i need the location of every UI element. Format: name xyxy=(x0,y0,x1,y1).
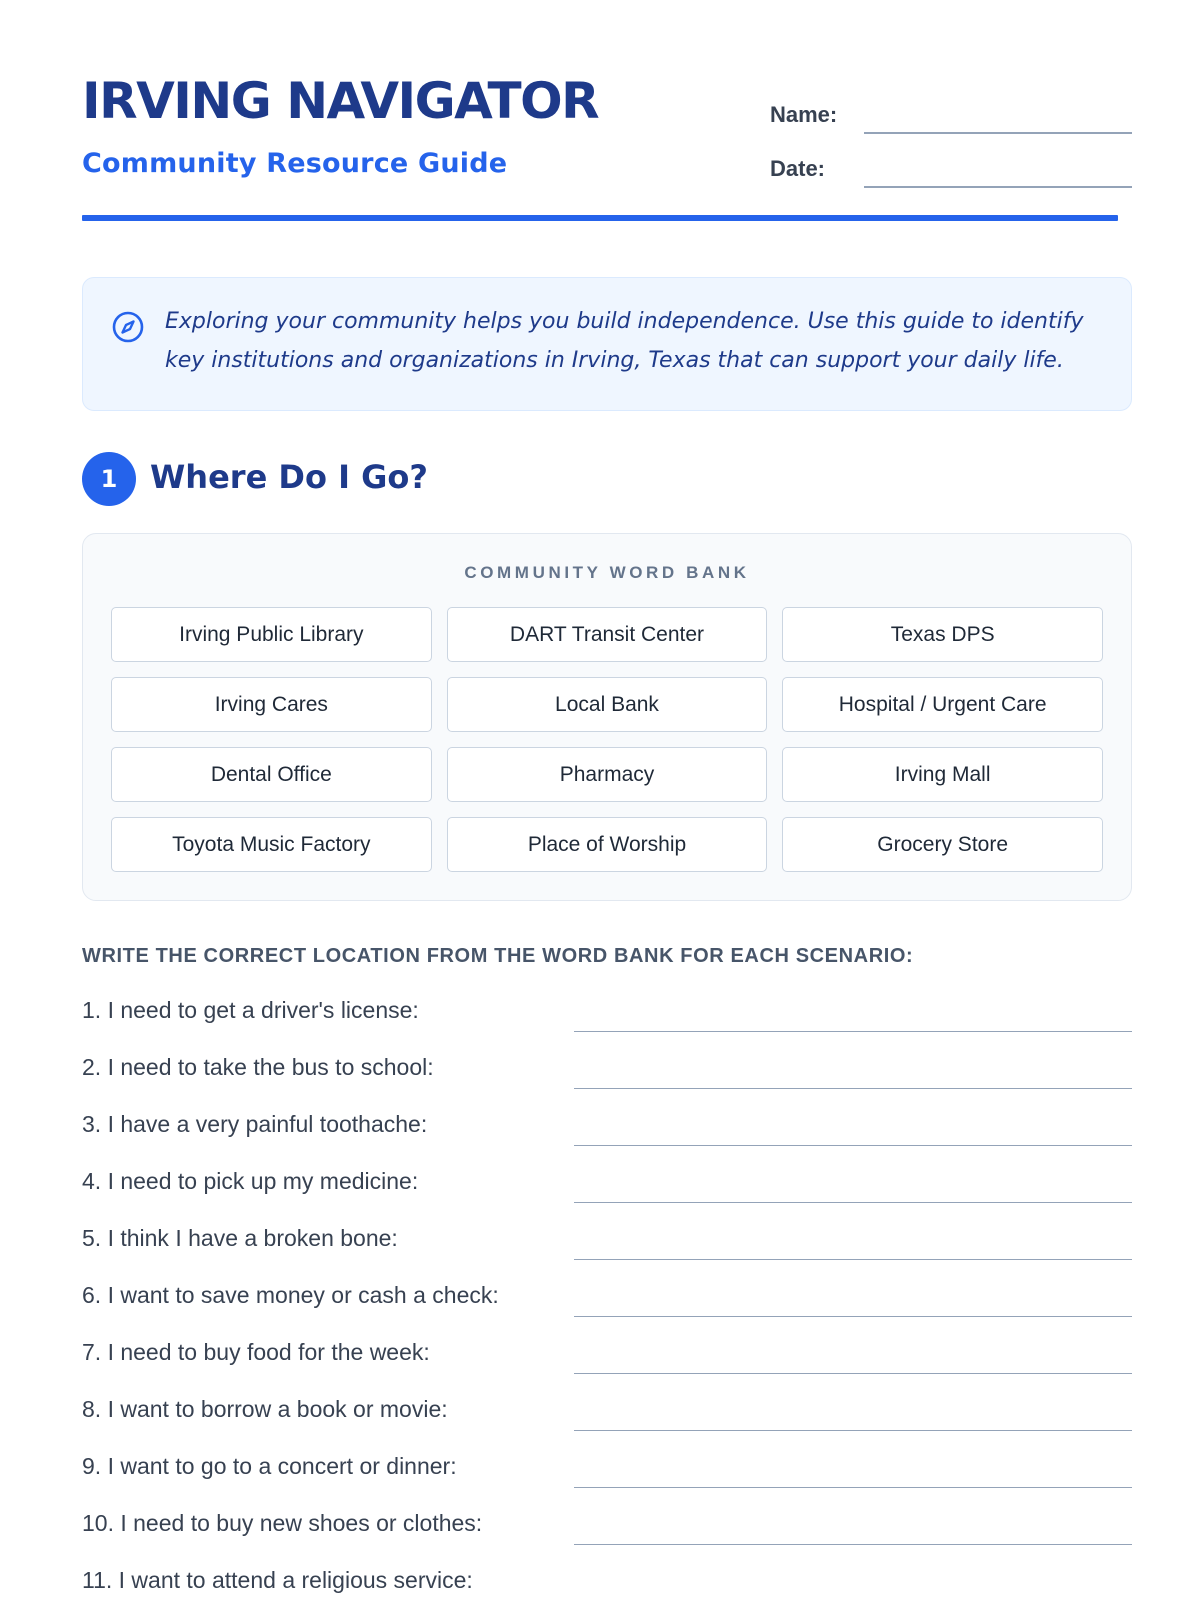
word-bank-title: COMMUNITY WORD BANK xyxy=(464,563,750,582)
scenario-row xyxy=(82,1270,1132,1327)
scenario-text: 8. I want to borrow a book or movie: xyxy=(82,1396,448,1422)
page-subtitle: Community Resource Guide xyxy=(82,148,508,179)
header-divider xyxy=(82,215,1118,221)
intro-callout xyxy=(82,277,1132,411)
word-bank-grid xyxy=(111,607,1103,872)
scenario-row xyxy=(82,1213,1132,1270)
name-field-row xyxy=(770,98,1132,138)
section-number-badge: 1 xyxy=(82,452,136,506)
scenario-text: 11. I want to attend a religious service: xyxy=(82,1567,473,1593)
scenario-row xyxy=(82,1156,1132,1213)
name-field[interactable] xyxy=(864,132,1132,134)
word-bank-item: Irving Mall xyxy=(782,747,1103,802)
scenario-text: 10. I need to buy new shoes or clothes: xyxy=(82,1510,483,1536)
worksheet-header xyxy=(82,0,1118,224)
page-title: IRVING NAVIGATOR xyxy=(82,72,599,130)
answer-line[interactable] xyxy=(574,1430,1132,1431)
scenario-text: 2. I need to take the bus to school: xyxy=(82,1054,434,1080)
scenario-text: 7. I need to buy food for the week: xyxy=(82,1339,430,1365)
word-bank-item: Dental Office xyxy=(111,747,432,802)
scenario-text: 9. I want to go to a concert or dinner: xyxy=(82,1453,457,1479)
intro-text: Exploring your community helps you build independence. Use this guide to identify key institutions and organizations in Irving, Texas that can support your daily life. xyxy=(165,309,1084,373)
answer-line[interactable] xyxy=(574,1145,1132,1146)
answer-line[interactable] xyxy=(574,1544,1132,1545)
date-field[interactable] xyxy=(864,186,1132,188)
word-bank-item: Irving Cares xyxy=(111,677,432,732)
word-bank-item: Pharmacy xyxy=(447,747,768,802)
scenario-text: 6. I want to save money or cash a check: xyxy=(82,1282,499,1308)
name-label: Name: xyxy=(770,102,838,127)
answer-line[interactable] xyxy=(574,1259,1132,1260)
word-bank xyxy=(82,533,1132,901)
scenario-text: 5. I think I have a broken bone: xyxy=(82,1225,398,1251)
scenario-row xyxy=(82,985,1132,1042)
answer-line[interactable] xyxy=(574,1373,1132,1374)
answer-line[interactable] xyxy=(574,1487,1132,1488)
word-bank-item: Toyota Music Factory xyxy=(111,817,432,872)
scenario-text: 1. I need to get a driver's license: xyxy=(82,997,419,1023)
word-bank-item: DART Transit Center xyxy=(447,607,768,662)
answer-line[interactable] xyxy=(574,1031,1132,1032)
section-title: Where Do I Go? xyxy=(150,458,428,496)
scenario-row xyxy=(82,1099,1132,1156)
scenario-row xyxy=(82,1042,1132,1099)
scenario-row xyxy=(82,1327,1132,1384)
word-bank-item: Hospital / Urgent Care xyxy=(782,677,1103,732)
answer-line[interactable] xyxy=(574,1202,1132,1203)
scenario-list xyxy=(82,985,1132,1600)
word-bank-item: Local Bank xyxy=(447,677,768,732)
date-field-row xyxy=(770,152,1132,192)
compass-icon xyxy=(111,310,145,344)
word-bank-item: Texas DPS xyxy=(782,607,1103,662)
word-bank-item: Grocery Store xyxy=(782,817,1103,872)
date-label: Date: xyxy=(770,156,826,181)
scenario-text: 4. I need to pick up my medicine: xyxy=(82,1168,419,1194)
scenario-row xyxy=(82,1498,1132,1555)
answer-line[interactable] xyxy=(574,1316,1132,1317)
scenario-text: 3. I have a very painful toothache: xyxy=(82,1111,428,1137)
scenario-row xyxy=(82,1555,1132,1600)
answer-line[interactable] xyxy=(574,1088,1132,1089)
scenario-row xyxy=(82,1384,1132,1441)
instructions: WRITE THE CORRECT LOCATION FROM THE WORD BANK FOR EACH SCENARIO: xyxy=(82,945,914,967)
word-bank-item: Irving Public Library xyxy=(111,607,432,662)
word-bank-item: Place of Worship xyxy=(447,817,768,872)
scenario-row xyxy=(82,1441,1132,1498)
